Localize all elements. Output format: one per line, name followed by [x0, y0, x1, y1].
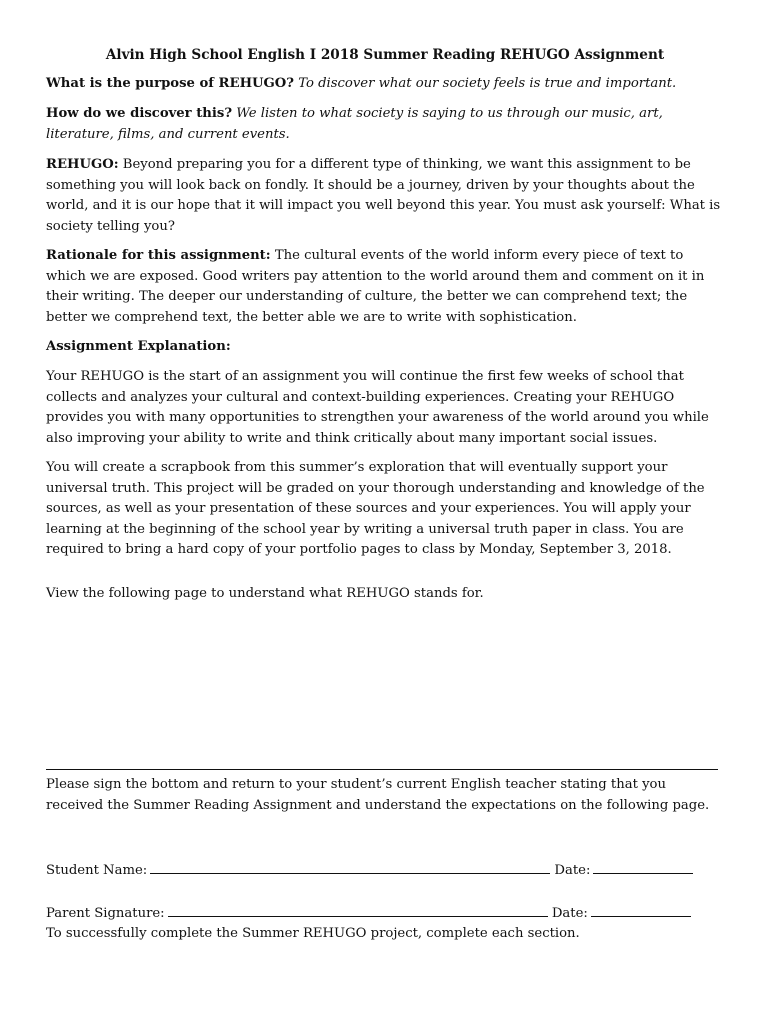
parent-date-label: Date:	[551, 906, 588, 921]
divider-line	[46, 769, 718, 770]
view-next-page-text: View the following page to understand what REHUGO stands for.	[46, 586, 484, 601]
purpose-text: To discover what our society feels is true and important.	[298, 76, 677, 91]
student-name-label: Student Name:	[46, 863, 148, 878]
rationale-paragraph	[46, 246, 722, 328]
rationale-label: Rationale for this assignment:	[46, 248, 271, 263]
parent-signature-row	[46, 902, 722, 924]
discover-label: How do we discover this?	[46, 106, 233, 121]
document-title: Alvin High School English I 2018 Summer Reading REHUGO Assignment	[105, 47, 665, 63]
rationale-text: The cultural events of the world inform every piece of text to which we are exposed. Good writers pay attention to the world around them and comment on it in their writing. The deeper our understanding of culture, the better we can comprehend text; the better we comprehend text, the better able we are to write with sophistication.	[46, 248, 705, 325]
rehugo-label: REHUGO:	[46, 157, 119, 172]
closing-text: To successfully complete the Summer REHUGO project, complete each section.	[46, 926, 580, 941]
explanation-paragraph-2: You will create a scrapbook from this summer’s exploration that will eventually support your universal truth. This project will be graded on your thorough understanding and knowledge of the sources, as well as your presentation of these sources and your experiences. You will apply your learning at the beginning of the school year by writing a universal truth paper in class. You are required to bring a hard copy of your portfolio pages to class by Monday, September 3, 2018.	[46, 460, 705, 557]
discover-text: We listen to what society is saying to us through our music, art, literature, films, and current events.	[46, 106, 663, 142]
rehugo-text: Beyond preparing you for a different type of thinking, we want this assignment to be something you will look back on fondly. It should be a journey, driven by your thoughts about the world, and it is our hope that it will impact you well beyond this year. You must ask yourself: What is society telling you?	[46, 157, 721, 234]
student-date-label: Date:	[554, 863, 591, 878]
explanation-heading: Assignment Explanation:	[46, 339, 231, 354]
sign-instructions: Please sign the bottom and return to your student’s current English teacher stating that you received the Summer Reading Assignment and understand the expectations on the following page.	[46, 777, 710, 813]
parent-signature-field[interactable]	[168, 902, 548, 917]
parent-signature-label: Parent Signature:	[46, 906, 165, 921]
explanation-paragraph-1: Your REHUGO is the start of an assignment you will continue the first few weeks of school that collects and analyzes your cultural and context-building experiences. Creating your REHUGO provides you with many opportunities to strengthen your awareness of the world around you while also improving your ability to write and think critically about many important social issues.	[46, 369, 709, 446]
student-date-field[interactable]	[593, 859, 693, 874]
discover-paragraph	[46, 104, 722, 145]
student-name-field[interactable]	[150, 859, 550, 874]
purpose-paragraph	[46, 74, 722, 95]
rehugo-paragraph	[46, 155, 722, 237]
student-name-row	[46, 859, 722, 881]
purpose-label: What is the purpose of REHUGO?	[46, 76, 294, 91]
parent-date-field[interactable]	[591, 902, 691, 917]
